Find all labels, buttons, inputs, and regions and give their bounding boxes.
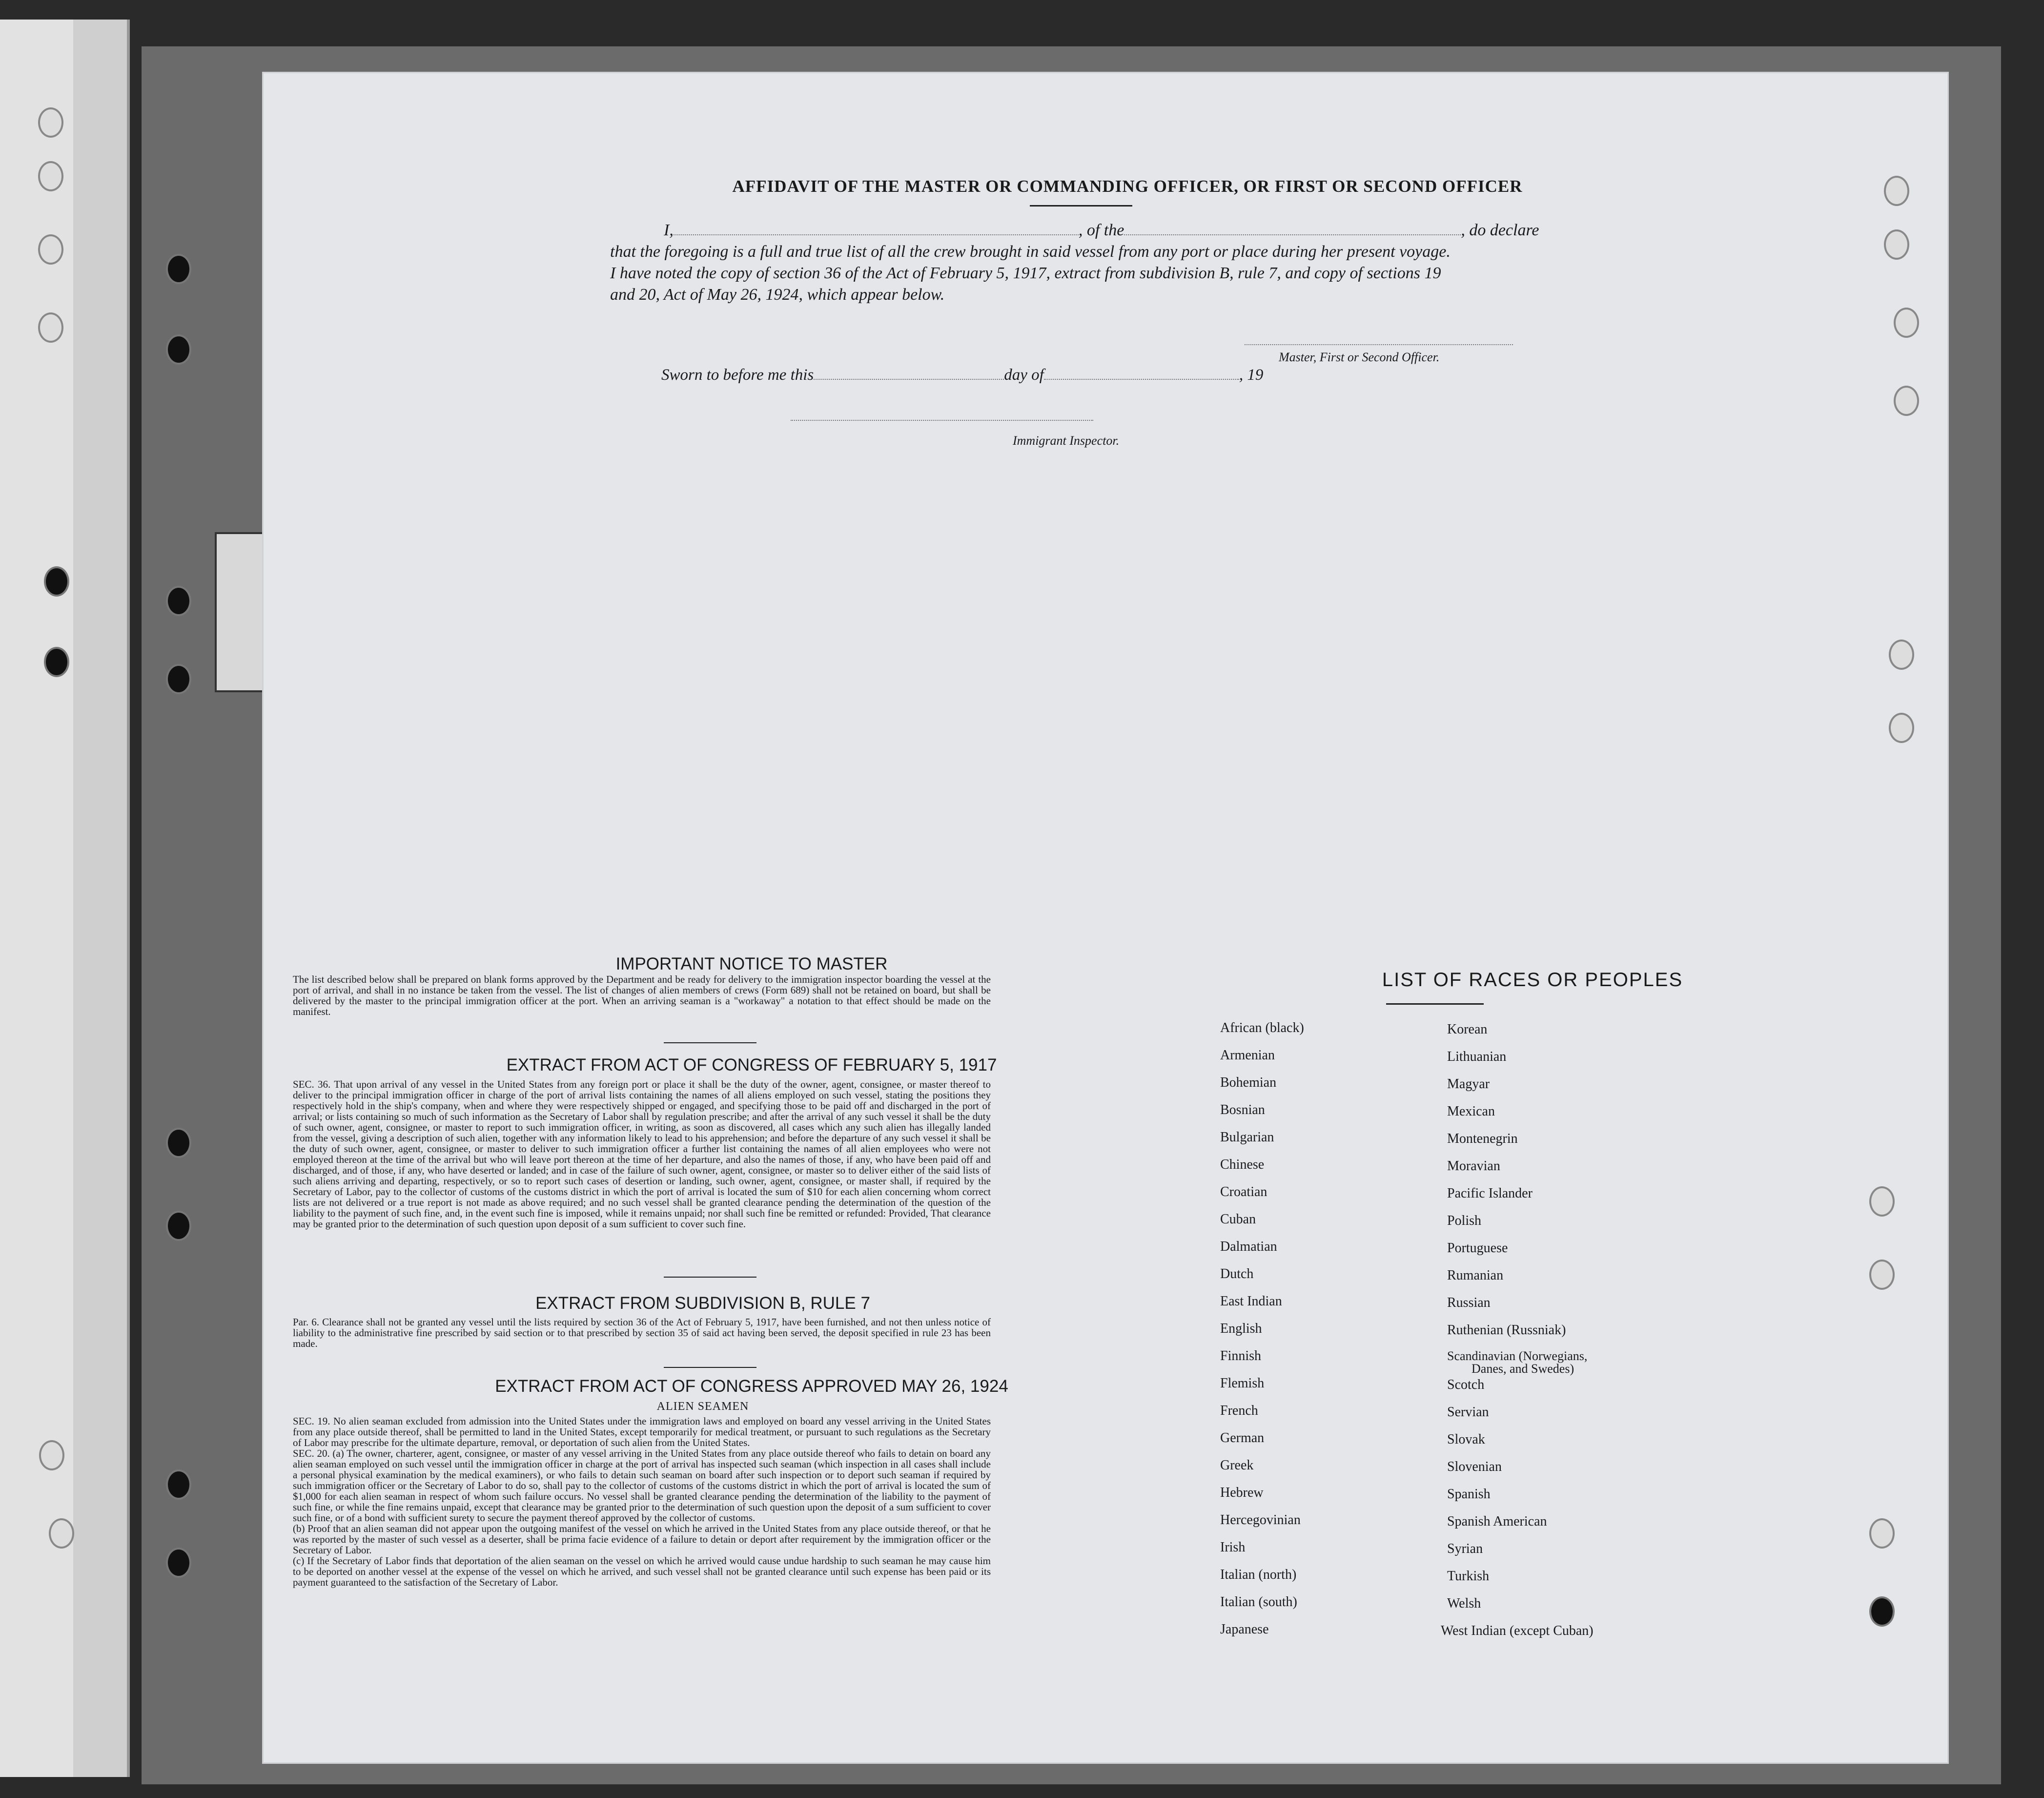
binder-hole	[166, 664, 191, 694]
race-item: West Indian (except Cuban)	[1441, 1623, 1594, 1638]
race-item: Spanish	[1447, 1487, 1491, 1502]
notice-title: IMPORTANT NOTICE TO MASTER	[615, 954, 888, 973]
race-item: African (black)	[1220, 1020, 1304, 1035]
race-item: Scandinavian (Norwegians,	[1447, 1349, 1588, 1363]
day-of-text: day of	[1004, 366, 1044, 384]
race-item: Hebrew	[1220, 1485, 1264, 1500]
extract-1917-body: SEC. 36. That upon arrival of any vessel in the United States from any foreign port or place it shall be the duty of the owner, agent, consignee, or master thereof to deliver to the principal immigration officer in charge of the port of arrival lists containing the names of all aliens employed on such vessel, stating the positions they respectively hold in the ship's company, when and where they were respectively shipped or engaged, and specifying those to be paid off and discharged in the port of arrival; or lists containing so much of such information as the Secretary of Labor shall by regulation prescribe; and after the arrival of any such vessel it shall be the duty of such owner, agent, consignee, or master to report to such immigration officer, in writing, as soon as discovered, all cases which any such alien has illegally landed from the vessel, giving a description of such alien, together with any information likely to lead to his apprehension; and before the departure of any such vessel it shall be the duty of such owner, agent, consignee, or master to deliver to such immigration officer a further list containing the names of all alien employees who were not employed thereon at the time of the arrival but who will leave port thereon at the time of her departure, and also the names of those, if any, who have been paid off and discharged, and of those, if any, who have deserted or landed; and in case of the failure of such owner, agent, consignee, or master so to deliver either of the said lists of such aliens arriving and departing, respectively, or so to report such cases of desertion or landing, such owner, agent, consignee, or master shall, if required by the Secretary of Labor, pay to the collector of customs of the customs district in which the port of arrival is located the sum of $10 for each alien concerning whom correct lists are not delivered or a true report is not made as above required; and no such vessel shall be granted clearance pending the determination of the question of the liability to the payment of such fine, and, in the event such fine is imposed, while it remains unpaid; nor shall such fine be remitted or refunded: Provided, That clearance may be granted prior to the determination of such question upon deposit of a sum sufficient to cover such fine.	[293, 1078, 991, 1230]
rule7-title: EXTRACT FROM SUBDIVISION B, RULE 7	[535, 1294, 870, 1313]
affidavit-title-rule	[1030, 205, 1132, 207]
race-item: Greek	[1220, 1458, 1254, 1473]
binder-strip-inner	[73, 20, 127, 1777]
sworn-text: Sworn to before me this	[661, 366, 814, 384]
affidavit-line1	[610, 220, 1601, 241]
rule7-body: Par. 6. Clearance shall not be granted any vessel until the lists required by section 36 of the Act of February 5, 1917, have been furnished, and not then unless notice of liability to the administrative fine prescribed by said section or to that prescribed by section 35 of said act having been served, the deposit specified in rule 23 has been made.	[293, 1316, 991, 1349]
sec-19: SEC. 19. No alien seaman excluded from admission into the United States under the immigration laws and employed on board any vessel arriving in the United States from any place outside thereof, shall be permitted to land in the United States, except temporarily for medical treatment, or pursuant to such regulations as the Secretary of Labor may prescribe for the ultimate departure, removal, or deportation of such alien from the United States.	[293, 1415, 991, 1448]
master-caption: Master, First or Second Officer.	[1279, 350, 1440, 364]
binder-hole	[1894, 386, 1919, 416]
affidavit-declare: , do declare	[1461, 221, 1539, 239]
notice-rule	[664, 1042, 756, 1043]
extract-1924-subtitle: ALIEN SEAMEN	[656, 1400, 749, 1413]
race-item: East Indian	[1220, 1294, 1282, 1309]
race-item: Lithuanian	[1447, 1049, 1507, 1064]
race-item: Ruthenian (Russniak)	[1447, 1323, 1566, 1338]
binder-hole	[166, 1469, 191, 1500]
extract-1917-rule	[664, 1277, 756, 1278]
binder-hole	[38, 107, 63, 138]
race-item: Mexican	[1447, 1104, 1495, 1119]
affidavit-i: I,	[664, 221, 674, 239]
binder-hole	[166, 1548, 191, 1578]
race-item: Polish	[1447, 1213, 1482, 1228]
binder-hole	[1869, 1596, 1895, 1627]
inspector-caption: Immigrant Inspector.	[1013, 434, 1120, 448]
race-item: Chinese	[1220, 1157, 1265, 1172]
binder-hole	[1869, 1186, 1895, 1217]
race-item: Korean	[1447, 1022, 1488, 1037]
race-item: Dalmatian	[1220, 1239, 1277, 1254]
extract-1917-title: EXTRACT FROM ACT OF CONGRESS OF FEBRUARY 5, 1917	[506, 1055, 997, 1075]
binder-hole	[1884, 176, 1909, 206]
affidavit-body	[610, 220, 1601, 306]
race-item: Rumanian	[1447, 1268, 1504, 1283]
race-item: Italian (north)	[1220, 1567, 1297, 1582]
race-item: Syrian	[1447, 1541, 1483, 1556]
affidavit-line3: I have noted the copy of section 36 of the Act of February 5, 1917, extract from subdivision B, rule 7, and copy of sections 19	[610, 264, 1441, 282]
race-item: Scotch	[1447, 1377, 1485, 1392]
binder-hole	[1869, 1518, 1895, 1549]
sec-20a: SEC. 20. (a) The owner, charterer, agent, consignee, or master of any vessel arriving in the United States from any place outside thereof who fails to detain on board any alien seaman employed on such vessel until the immigration officer in charge at the port of arrival has inspected such seaman (which inspection in all cases shall include a personal physical examination by the medical examiners), or who fails to detain such seaman on board after such inspection or to deport such seaman if required by such immigration officer or the Secretary of Labor to do so, shall pay to the collector of customs of the customs district in which the port of arrival is located the sum of $1,000 for each alien seaman in respect of whom such failure occurs. No vessel shall be granted clearance pending the determination of the liability to the payment of such fine, or while the fine remains unpaid, except that clearance may be granted prior to the determination of such question upon the deposit of a sum sufficient to cover such fine, or of a bond with sufficient surety to secure the payment thereof approved by the collector of customs.	[293, 1447, 991, 1524]
binder-hole	[1869, 1260, 1895, 1290]
binder-hole	[44, 647, 69, 677]
binder-hole	[44, 566, 69, 597]
binder-hole	[38, 312, 63, 343]
race-item: Japanese	[1220, 1622, 1269, 1637]
binder-hole	[1889, 713, 1914, 743]
binder-hole	[166, 254, 191, 284]
race-item: English	[1220, 1321, 1262, 1336]
race-item: Moravian	[1447, 1158, 1500, 1174]
binder-hole	[1894, 308, 1919, 338]
race-item: Slovak	[1447, 1432, 1485, 1447]
binder-hole	[49, 1518, 74, 1549]
master-signature-line	[1245, 344, 1513, 345]
binder-hole	[1889, 640, 1914, 670]
binder-hole	[39, 1440, 64, 1470]
race-item: German	[1220, 1430, 1265, 1446]
extract-1924-title: EXTRACT FROM ACT OF CONGRESS APPROVED MAY 26, 1924	[495, 1377, 1008, 1396]
race-item: Bosnian	[1220, 1102, 1265, 1117]
name-blank	[674, 220, 1079, 235]
race-item: Armenian	[1220, 1048, 1275, 1063]
race-item: Flemish	[1220, 1376, 1265, 1391]
race-item: Welsh	[1447, 1596, 1481, 1611]
race-item: Irish	[1220, 1540, 1246, 1555]
sworn-line	[661, 365, 1540, 384]
binder-hole	[166, 334, 191, 365]
affidavit-title: AFFIDAVIT OF THE MASTER OR COMMANDING OFFICER, OR FIRST OR SECOND OFFICER	[732, 177, 1523, 196]
sec-20b: (b) Proof that an alien seaman did not appear upon the outgoing manifest of the vessel on which he arrived in the United States from any place outside thereof, or that he was reported by the master of such vessel as a deserter, shall be prima facie evidence of a failure to detain or deport after requirement by the immigration officer or the Secretary of Labor.	[293, 1523, 991, 1556]
races-rule	[1386, 1003, 1484, 1005]
binder-hole	[166, 1211, 191, 1241]
affidavit-of-the: , of the	[1078, 221, 1124, 239]
binder-hole	[166, 1128, 191, 1158]
race-item: Bulgarian	[1220, 1130, 1274, 1145]
race-item: Croatian	[1220, 1184, 1267, 1199]
race-item: Bohemian	[1220, 1075, 1277, 1090]
race-item: Portuguese	[1447, 1240, 1508, 1256]
race-item: Montenegrin	[1447, 1131, 1518, 1146]
race-item: Magyar	[1447, 1076, 1490, 1092]
extract-1924-body	[293, 1416, 991, 1588]
vessel-blank	[1124, 220, 1461, 235]
rule7-rule	[664, 1367, 756, 1368]
binder-hole	[38, 161, 63, 191]
form-sheet	[264, 73, 1947, 1762]
race-item: Finnish	[1220, 1348, 1262, 1364]
race-item: Cuban	[1220, 1212, 1256, 1227]
race-item: Dutch	[1220, 1266, 1254, 1281]
affidavit-line4: and 20, Act of May 26, 1924, which appear below.	[610, 286, 945, 304]
year-text: , 19	[1239, 366, 1264, 384]
affidavit-line2: that the foregoing is a full and true list of all the crew brought in said vessel from any port or place during her present voyage.	[610, 243, 1451, 261]
races-title: LIST OF RACES OR PEOPLES	[1382, 969, 1683, 991]
race-item: Spanish American	[1447, 1514, 1547, 1529]
race-item: Pacific Islander	[1447, 1186, 1533, 1201]
race-item: Turkish	[1447, 1569, 1490, 1584]
race-item: Hercegovinian	[1220, 1512, 1301, 1528]
notice-body: The list described below shall be prepared on blank forms approved by the Department and be ready for delivery to the immigration inspector boarding the vessel at the port of arrival, and shall in no instance be taken from the vessel. The list of changes of alien members of crews (Form 689) shall not be retained on board, but shall be delivered by the master to the principal immigration officer at the port. When an arriving seaman is a "workaway" a notation to that effect should be made on the manifest.	[293, 973, 991, 1017]
race-item: Slovenian	[1447, 1459, 1502, 1474]
race-item: Italian (south)	[1220, 1594, 1297, 1610]
race-item: Danes, and Swedes)	[1472, 1362, 1574, 1376]
race-item: Servian	[1447, 1405, 1489, 1420]
race-item: Russian	[1447, 1295, 1491, 1310]
binder-hole	[166, 586, 191, 616]
binder-hole	[38, 234, 63, 265]
sec-20c: (c) If the Secretary of Labor finds that deportation of the alien seaman on the vessel on which he arrived would cause undue hardship to such seaman he may cause him to be deported on another vessel at the expense of the vessel on which he arrived, and such vessel shall not be granted clearance until such expense has been paid or its payment guaranteed to the satisfaction of the Secretary of Labor.	[293, 1555, 991, 1588]
inspector-signature-line	[791, 420, 1093, 421]
race-item: French	[1220, 1403, 1258, 1418]
binder-hole	[1884, 229, 1909, 260]
